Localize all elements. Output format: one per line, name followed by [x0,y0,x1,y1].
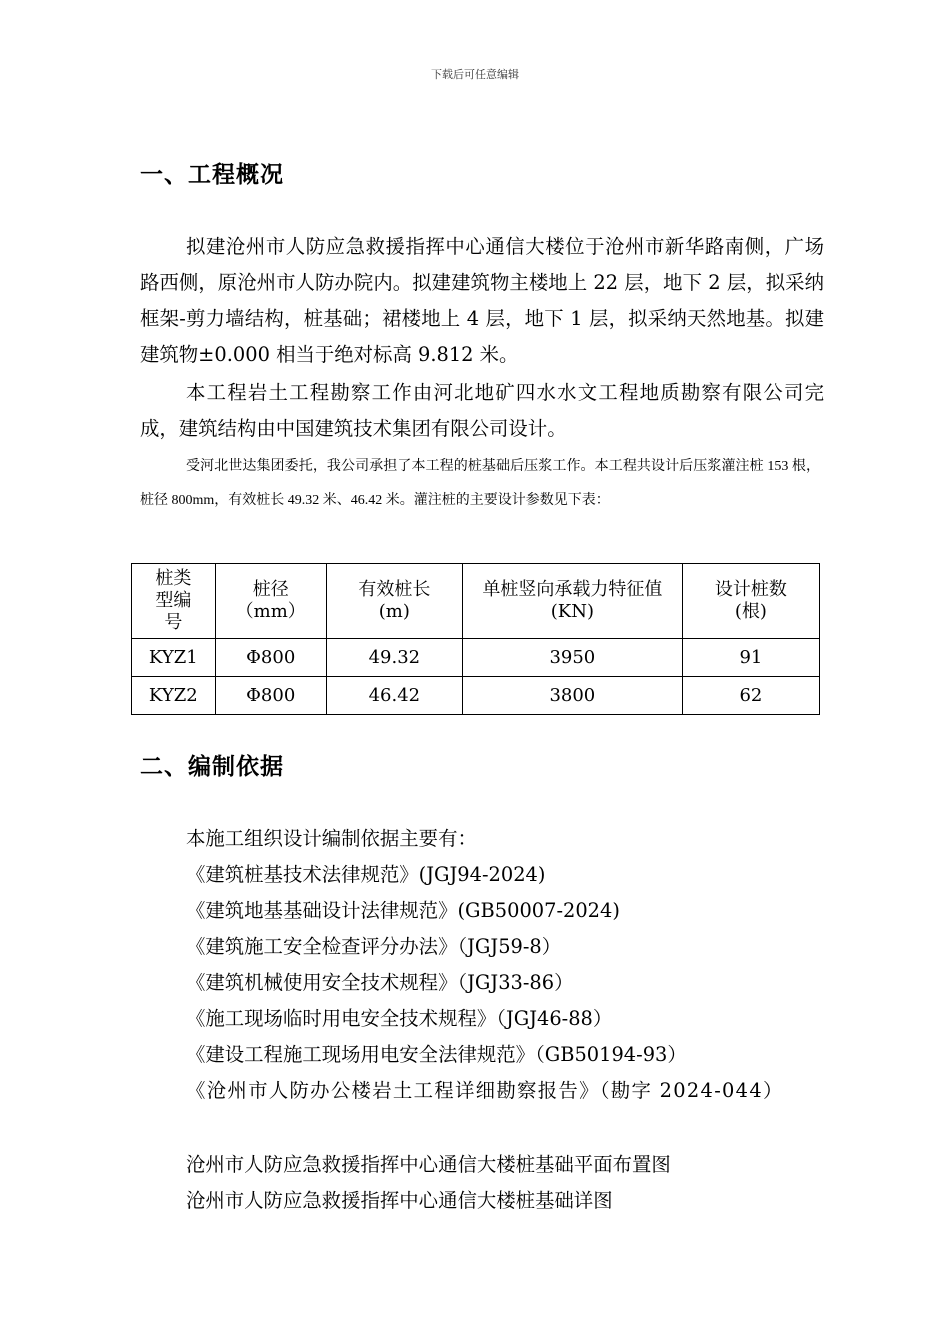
basis-intro: 本施工组织设计编制依据主要有： [186,827,477,850]
table-cell: 91 [682,639,819,677]
basis-item: 《沧州市人防办公楼岩土工程详细勘察报告》（勘字 2024-044） [186,1079,784,1102]
basis-drawing: 沧州市人防应急救援指挥中心通信大楼桩基础详图 [186,1189,613,1212]
table-cell: 3800 [462,677,682,715]
table-cell: Φ800 [215,639,326,677]
table-cell: 3950 [462,639,682,677]
table-cell: 46.42 [326,677,462,715]
table-header-cell: 有效桩长(m) [326,564,462,639]
basis-item: 《建筑施工安全检查评分办法》（JGJ59-8） [186,935,562,958]
table-header-cell: 单桩竖向承载力特征值(KN) [462,564,682,639]
overview-paragraph-1: 拟建沧州市人防应急救援指挥中心通信大楼位于沧州市新华路南侧，广场路西侧，原沧州市人防办院内。拟建建筑物主楼地上 22 层，地下 2 层，拟采纳框架-剪力墙结构，桩基础；裙楼地上 4 层，地下 1 层，拟采纳天然地基。拟建建筑物±0.000 相当于绝对标高 9.812 米。 [140,235,824,366]
basis-item: 《建筑桩基技术法律规范》(JGJ94-2024) [186,863,546,886]
basis-drawing: 沧州市人防应急救援指挥中心通信大楼桩基础平面布置图 [186,1153,671,1176]
table-cell: 62 [682,677,819,715]
page-header-note: 下载后可任意编辑 [431,68,519,81]
basis-item: 《建筑机械使用安全技术规程》（JGJ33-86） [186,971,574,994]
table-row [132,639,820,677]
section-title-overview: 一、工程概况 [140,162,284,188]
basis-item: 《建筑地基基础设计法律规范》(GB50007-2024) [186,899,620,922]
table-cell: KYZ2 [132,677,216,715]
table-header-cell: 桩径（mm） [215,564,326,639]
overview-paragraph-2: 本工程岩土工程勘察工作由河北地矿四水水文工程地质勘察有限公司完成，建筑结构由中国建筑技术集团有限公司设计。 [140,381,824,440]
table-header-row [132,564,820,639]
basis-item: 《建设工程施工现场用电安全法律规范》（GB50194-93） [186,1043,687,1066]
table-header-cell: 设计桩数(根) [682,564,819,639]
table-cell: KYZ1 [132,639,216,677]
section-title-basis: 二、编制依据 [140,754,284,780]
basis-item: 《施工现场临时用电安全技术规程》（JGJ46-88） [186,1007,613,1030]
table-header-cell: 桩类型编号 [132,564,216,639]
pile-parameter-table [131,563,820,715]
table-cell: 49.32 [326,639,462,677]
table-cell: Φ800 [215,677,326,715]
table-row [132,677,820,715]
overview-paragraph-3: 受河北世达集团委托，我公司承担了本工程的桩基础后压浆工作。本工程共设计后压浆灌注桩 153 根，桩径 800mm，有效桩长 49.32 米、46.42 米。灌注桩的主要设计参数见下表： [140,459,820,508]
